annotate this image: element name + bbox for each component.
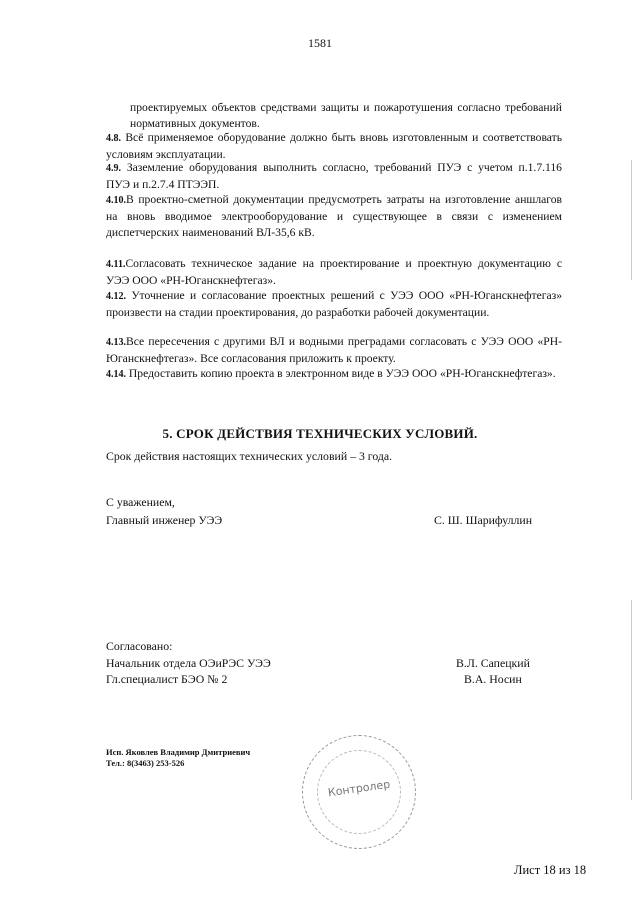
item-text: Все пересечения с другими ВЛ и водными преградами согласовать с УЭЭ ООО «РН-Юганскнефтегаз». Все согласования приложить к проекту. bbox=[106, 335, 562, 365]
item-text: В проектно-сметной документации предусмотреть затраты на изготовление аншлагов на вновь вводимое электрооборудование и существующее в связи с изменением диспетчерских наименований ВЛ-35,6 кВ. bbox=[106, 193, 562, 239]
signatory-position: Главный инженер УЭЭ bbox=[106, 513, 223, 527]
closing-regards: С уважением, bbox=[106, 495, 175, 509]
item-number: 4.9. bbox=[106, 163, 121, 174]
approver-position: Гл.специалист БЭО № 2 bbox=[106, 672, 228, 686]
item-text: Заземление оборудования выполнить согласно, требований ПУЭ с учетом п.1.7.116 ПУЭ и п.2.7.4 ПТЭЭП. bbox=[106, 161, 562, 191]
list-item bbox=[106, 160, 562, 193]
list-item bbox=[130, 100, 562, 132]
item-text: Всё применяемое оборудование должно быть вновь изготовленным и соответствовать условиям эксплуатации. bbox=[106, 131, 563, 161]
stamp bbox=[302, 735, 416, 849]
scan-edge-mark bbox=[631, 600, 632, 800]
list-item bbox=[106, 334, 562, 367]
item-text: Предоставить копию проекта в электронном виде в УЭЭ ООО «РН-Юганскнефтегаз». bbox=[128, 367, 556, 380]
sheet-counter: Лист 18 из 18 bbox=[514, 863, 587, 877]
approval-label: Согласовано: bbox=[106, 639, 173, 653]
item-number: 4.14. bbox=[106, 369, 126, 380]
item-number: 4.8. bbox=[106, 133, 121, 144]
executor-name: Исп. Яковлев Владимир Дмитриевич bbox=[106, 747, 251, 757]
item-number: 4.10. bbox=[106, 195, 126, 206]
page-number: 1581 bbox=[308, 36, 332, 50]
scan-edge-mark bbox=[631, 160, 632, 280]
stamp-text: Контролер bbox=[327, 777, 391, 800]
approver-name: В.Л. Сапецкий bbox=[456, 656, 530, 670]
executor-phone: Тел.: 8(3463) 253-526 bbox=[106, 758, 185, 768]
list-item bbox=[106, 366, 562, 383]
approver-name: В.А. Носин bbox=[464, 672, 522, 686]
item-number: 4.11. bbox=[106, 259, 126, 270]
list-item bbox=[106, 192, 562, 241]
item-text: Согласовать техническое задание на проектирование и проектную документацию с УЭЭ ООО «РН-Юганскнефтегаз». bbox=[106, 257, 562, 287]
item-text: проектируемых объектов средствами защиты и пожаротушения согласно требований нормативных документов. bbox=[130, 101, 562, 130]
signatory-name: С. Ш. Шарифуллин bbox=[434, 513, 533, 527]
list-item bbox=[106, 288, 562, 321]
item-number: 4.12. bbox=[106, 291, 126, 302]
section-title: 5. СРОК ДЕЙСТВИЯ ТЕХНИЧЕСКИХ УСЛОВИЙ. bbox=[162, 426, 478, 441]
item-number: 4.13. bbox=[106, 337, 126, 348]
item-text: Уточнение и согласование проектных решений с УЭЭ ООО «РН-Юганскнефтегаз» произвести на стадии проектирования, до разработки рабочей документации. bbox=[106, 289, 562, 319]
list-item bbox=[106, 130, 562, 163]
list-item bbox=[106, 256, 562, 289]
validity-text: Срок действия настоящих технических условий – 3 года. bbox=[106, 449, 393, 463]
approver-position: Начальник отдела ОЭиРЭС УЭЭ bbox=[106, 656, 271, 670]
